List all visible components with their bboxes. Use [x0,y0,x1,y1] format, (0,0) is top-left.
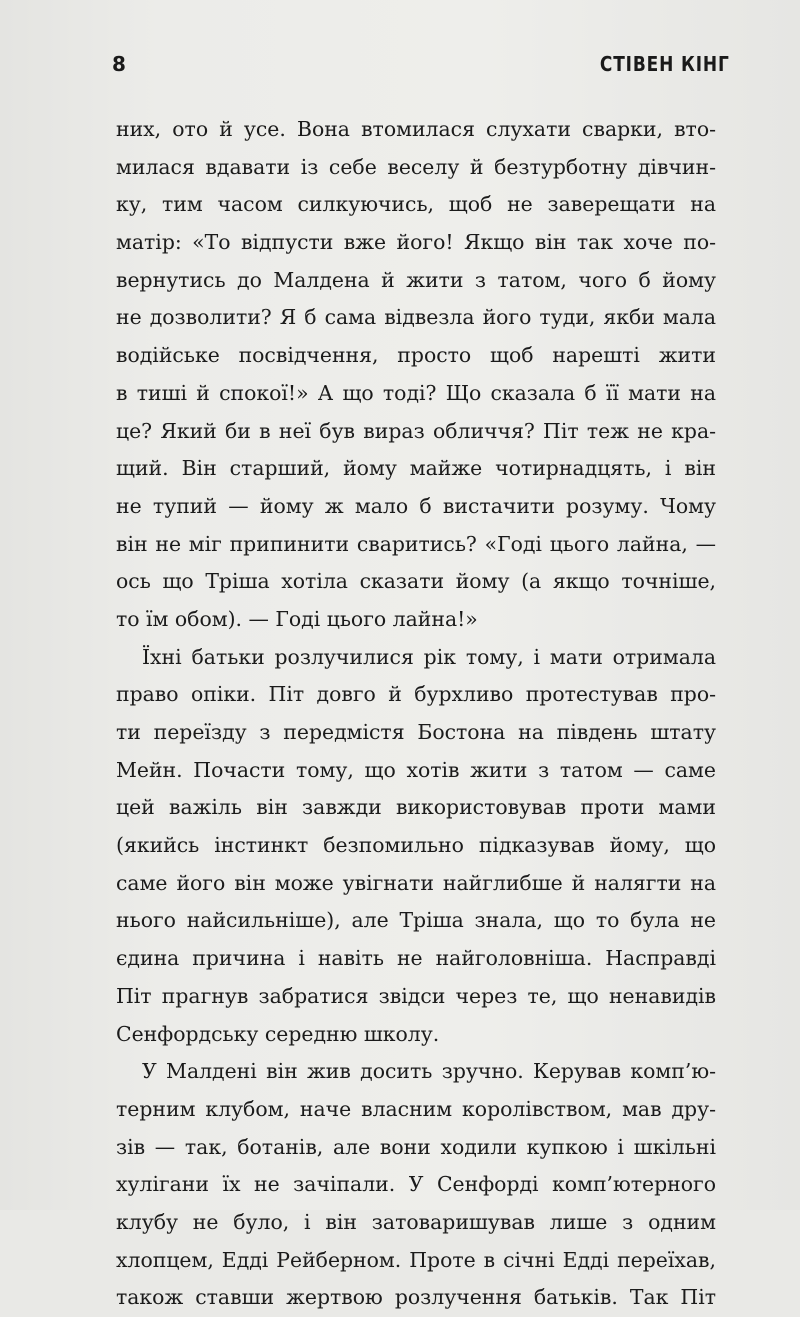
page-number: 8 [112,52,127,76]
text-line: матір: «То відпусти вже його! Якщо він так хоче по- [116,230,716,255]
text-line: право опіки. Піт довго й бурхливо протестував про- [116,682,716,707]
text-line: також ставши жертвою розлучення батьків. Так Піт [116,1285,716,1310]
text-line: в тиші й спокої!» А що тоді? Що сказала б її мати на [116,380,716,405]
text-line: хлопцем, Едді Рейберном. Проте в січні Едді переїхав, [116,1247,716,1272]
running-title: СТІВЕН КІНГ [600,52,730,76]
text-line: щий. Він старший, йому майже чотирнадцять, і він [116,456,716,481]
text-line: Мейн. Почасти тому, що хотів жити з татом — саме [116,757,716,782]
paragraph-end-line: Сенфордську середню школу. [116,1021,440,1046]
text-line: Піт прагнув забратися звідси через те, що ненавидів [116,983,716,1008]
text-line: це? Який би в неї був вираз обличчя? Піт теж не кра- [116,418,716,443]
text-line: вернутись до Малдена й жити з татом, чого б йому [116,267,716,292]
text-line: терним клубом, наче власним королівством, мав дру- [116,1096,716,1121]
text-line: хулігани їх не зачіпали. У Сенфорді комп’ютерного [116,1172,716,1197]
text-line: не дозволити? Я б сама відвезла його туди, якби мала [116,305,716,330]
paragraph-start-line: У Малдені він жив досить зручно. Керував комп’ю- [142,1059,716,1084]
text-line: клубу не було, і він затоваришував лише з одним [116,1209,716,1234]
text-line: ку, тим часом силкуючись, щоб не заверещати на [116,192,716,217]
text-line: (якийсь інстинкт безпомильно підказував йому, що [116,833,716,858]
paragraph-end-line: то їм обом). — Годі цього лайна!» [116,606,478,631]
body-text [116,111,716,1317]
page-header [112,52,730,84]
text-line: він не міг припинити сваритись? «Годі цього лайна, — [116,531,716,556]
text-line: зів — так, ботанів, але вони ходили купкою і шкільні [116,1134,716,1159]
text-line: саме його він може увігнати найглибше й налягти на [116,870,716,895]
text-line: не тупий — йому ж мало б вистачити розуму. Чому [116,493,716,518]
text-line: ось що Тріша хотіла сказати йому (а якщо точніше, [116,569,716,594]
text-line: них, ото й усе. Вона втомилася слухати сварки, вто- [116,117,716,141]
paragraph-start-line: Їхні батьки розлучилися рік тому, і мати отримала [142,644,716,669]
text-line: водійське посвідчення, просто щоб нарешті жити [116,343,716,368]
text-line: єдина причина і навіть не найголовніша. Насправді [116,946,716,971]
text-line: ти переїзду з передмістя Бостона на південь штату [116,720,716,744]
text-line: цей важіль він завжди використовував проти мами [116,795,716,820]
text-line: нього найсильніше), але Тріша знала, що то була не [116,908,716,933]
text-line: милася вдавати із себе веселу й безтурботну дівчин- [116,154,716,179]
